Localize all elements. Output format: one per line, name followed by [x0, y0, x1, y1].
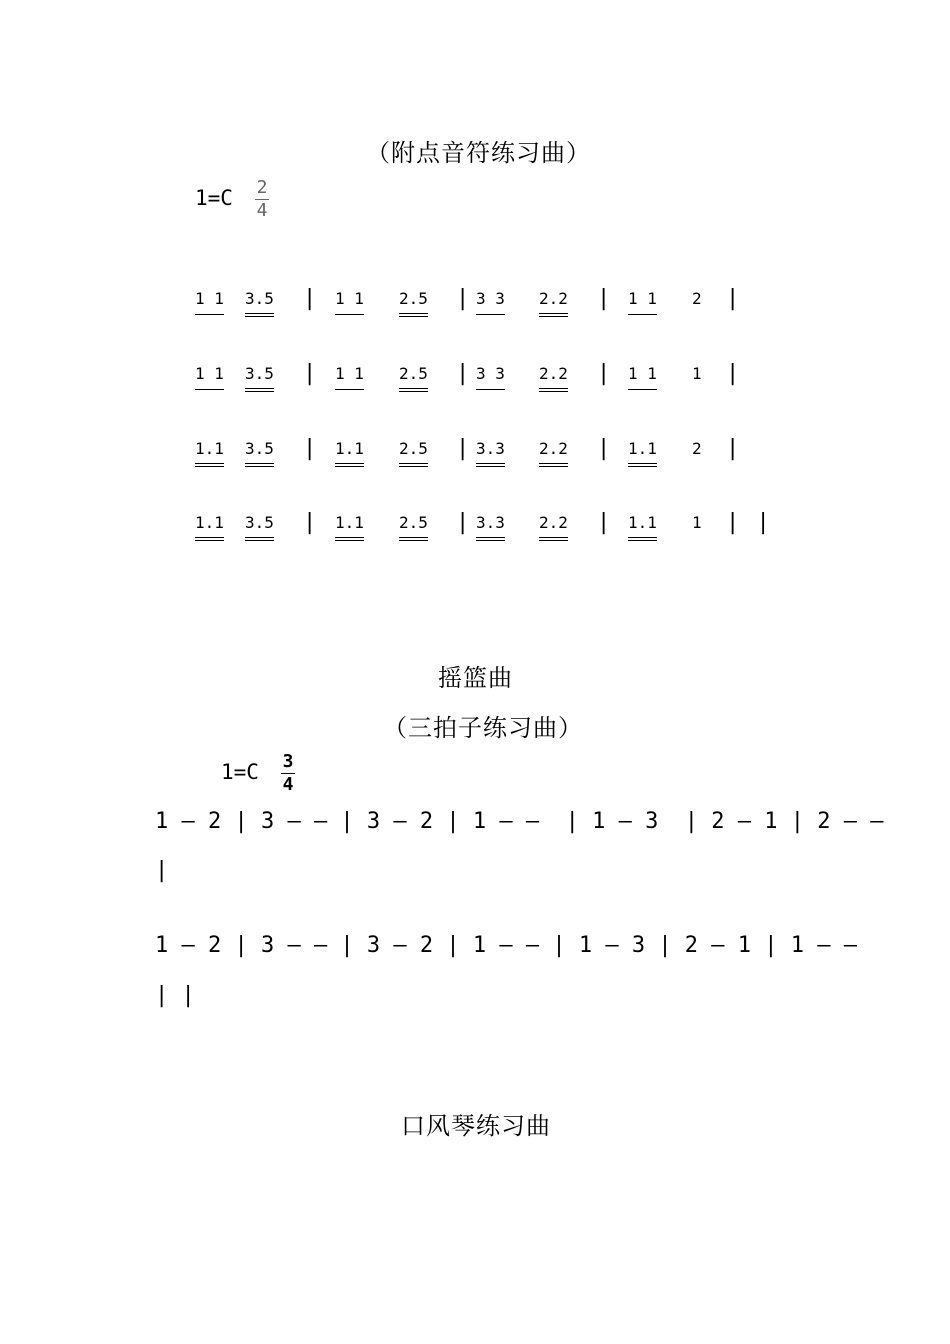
- note-group: 1.1: [628, 436, 657, 467]
- note-group: 2.2: [539, 510, 568, 541]
- note-group: 1.1: [335, 436, 364, 467]
- time-top: 3: [282, 751, 294, 772]
- song2-line-2-end: | |: [155, 983, 195, 1008]
- bar-line: |: [303, 510, 317, 535]
- note-group: 3.3: [476, 436, 505, 467]
- song1-key: 1=C: [195, 186, 233, 210]
- bar-line: |: [456, 510, 470, 535]
- note: 2: [692, 439, 702, 458]
- song2-line-2: 1 – 2 | 3 – – | 3 – 2 | 1 – – | 1 – 3 | 2 – 1 | 1 – –: [155, 933, 857, 958]
- final-bar-line: | |: [726, 510, 770, 535]
- song1-time-signature: [255, 178, 269, 221]
- note-group: 2.2: [539, 436, 568, 467]
- song2-line-1: 1 – 2 | 3 – – | 3 – 2 | 1 – – | 1 – 3 | 2 – 1 | 2 – –: [155, 809, 884, 834]
- bar-line: |: [456, 436, 470, 461]
- note-group: 1.1: [628, 510, 657, 541]
- note-group: 3 3: [476, 361, 505, 390]
- note-group: 2.5: [399, 286, 428, 317]
- bar-line: |: [597, 286, 611, 311]
- bar-line: |: [597, 361, 611, 386]
- note-group: 3.3: [476, 510, 505, 541]
- note-group: 2.2: [539, 286, 568, 317]
- note-group: 1 1: [335, 286, 364, 315]
- note: 1: [692, 364, 702, 383]
- bar-line: |: [726, 436, 740, 461]
- note-group: 1 1: [195, 361, 224, 390]
- note-group: 2.5: [399, 436, 428, 467]
- song2-subtitle: （三拍子练习曲）: [383, 714, 583, 742]
- note-group: 3 3: [476, 286, 505, 315]
- time-top: 2: [256, 177, 268, 198]
- time-bottom: 4: [282, 774, 294, 795]
- bar-line: |: [597, 436, 611, 461]
- note-group: 1.1: [335, 510, 364, 541]
- song2-time-signature: [281, 752, 295, 795]
- bar-line: |: [303, 361, 317, 386]
- note-group: 3.5: [245, 286, 274, 317]
- song1-title: （附点音符练习曲）: [366, 139, 591, 167]
- note-group: 1 1: [195, 286, 224, 315]
- note-group: 2.5: [399, 361, 428, 392]
- note-group: 2.5: [399, 510, 428, 541]
- song3-title: 口风琴练习曲: [401, 1112, 551, 1140]
- note: 2: [692, 289, 702, 308]
- bar-line: |: [303, 286, 317, 311]
- note-group: 1 1: [335, 361, 364, 390]
- note-group: 1.1: [195, 436, 224, 467]
- bar-line: |: [597, 510, 611, 535]
- song2-key: 1=C: [221, 760, 259, 784]
- note-group: 3.5: [245, 436, 274, 467]
- note: 1: [692, 513, 702, 532]
- note-group: 1.1: [195, 510, 224, 541]
- bar-line: |: [726, 286, 740, 311]
- note-group: 3.5: [245, 361, 274, 392]
- bar-line: |: [303, 436, 317, 461]
- note-group: 1 1: [628, 286, 657, 315]
- note-group: 1 1: [628, 361, 657, 390]
- song2-line-1-end: |: [155, 858, 169, 883]
- bar-line: |: [456, 286, 470, 311]
- bar-line: |: [456, 361, 470, 386]
- note-group: 2.2: [539, 361, 568, 392]
- bar-line: |: [726, 361, 740, 386]
- time-bottom: 4: [256, 200, 268, 221]
- song2-title: 摇篮曲: [438, 664, 513, 692]
- note-group: 3.5: [245, 510, 274, 541]
